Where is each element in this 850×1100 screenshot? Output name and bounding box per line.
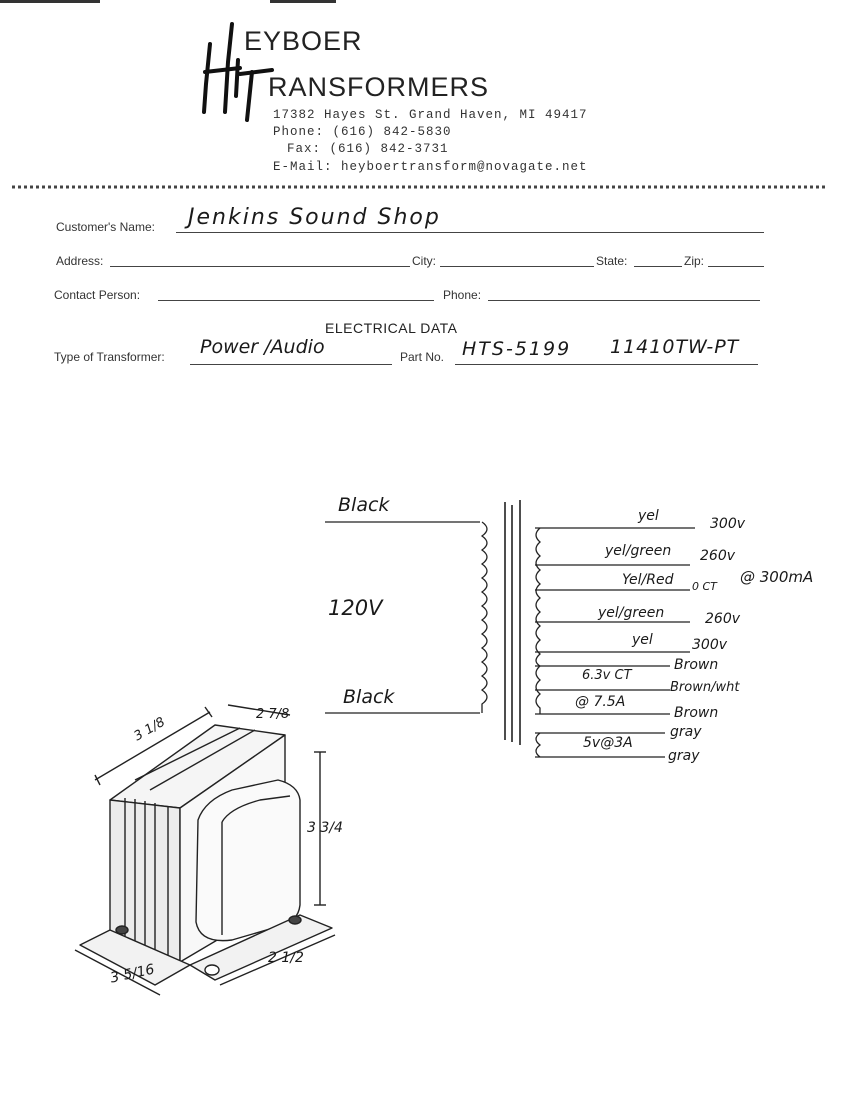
hv-260v-top: 260v [700, 548, 736, 564]
state-label: State: [596, 254, 628, 268]
company-email: E-Mail: heyboertransform@novagate.net [273, 160, 588, 174]
company-name-line1: EYBOER [244, 26, 363, 56]
filament-gray-top: gray [670, 724, 702, 740]
contact-person-label: Contact Person: [54, 288, 141, 302]
filament-5v-label: 5v@3A [583, 735, 633, 751]
transformer-type-label: Type of Transformer: [54, 350, 165, 364]
primary-top-lead: Black [338, 494, 390, 516]
filament-63v-label: 6.3v CT [582, 668, 632, 683]
transformer-schematic [325, 500, 695, 757]
company-phone: Phone: (616) 842-5830 [273, 125, 452, 139]
filament-63v-current: @ 7.5A [575, 694, 626, 710]
filament-brown-top: Brown [674, 657, 719, 673]
hv-current-rating: @ 300mA [740, 568, 814, 586]
primary-voltage: 120V [328, 596, 383, 620]
customer-name-value[interactable]: Jenkins Sound Shop [188, 205, 441, 230]
part-number-value[interactable]: HTS-5199 [462, 338, 572, 360]
customer-name-label: Customer's Name: [56, 220, 155, 234]
dimension-base-width: 3 5/16 [108, 961, 156, 987]
hv-300v-bottom: 300v [692, 637, 728, 653]
company-name-line2: RANSFORMERS [268, 72, 490, 102]
phone-line[interactable] [488, 300, 760, 301]
transformer-type-line [190, 364, 392, 365]
part-number-value-alt[interactable]: 11410TW-PT [610, 336, 740, 358]
zip-line[interactable] [708, 266, 764, 267]
state-line[interactable] [634, 266, 682, 267]
dimension-base-depth: 2 1/2 [268, 950, 304, 966]
customer-name-line [176, 232, 764, 233]
address-label: Address: [56, 254, 104, 268]
company-fax: Fax: (616) 842-3731 [287, 142, 449, 156]
primary-coil [482, 522, 487, 713]
electrical-data-heading: ELECTRICAL DATA [325, 320, 458, 336]
hv-yelred-ct: Yel/Red [622, 572, 674, 588]
filament-gray-bottom: gray [668, 748, 700, 764]
dimension-height: 3 3/4 [307, 820, 343, 836]
transformer-type-value[interactable]: Power /Audio [200, 336, 325, 358]
contact-person-line[interactable] [158, 300, 434, 301]
dimension-depth-top: 2 7/8 [256, 707, 290, 722]
hv-yel-bottom: yel [632, 632, 653, 648]
company-address: 17382 Hayes St. Grand Haven, MI 49417 [273, 108, 588, 122]
phone-label: Phone: [443, 288, 482, 302]
hv-secondary-coil [536, 528, 540, 666]
city-label: City: [412, 254, 436, 268]
part-number-line [455, 364, 758, 365]
hv-yel-top: yel [638, 508, 659, 524]
filament-brown-bottom: Brown [674, 705, 719, 721]
part-number-label: Part No. [400, 350, 445, 364]
hv-yelgreen-bottom: yel/green [598, 605, 665, 621]
hv-300v-top: 300v [710, 516, 746, 532]
hv-260v-bottom: 260v [705, 611, 741, 627]
primary-bottom-lead: Black [343, 686, 395, 708]
hv-yelgreen-top: yel/green [605, 543, 672, 559]
city-line[interactable] [440, 266, 594, 267]
zip-label: Zip: [684, 254, 705, 268]
filament-5v-coil [536, 733, 540, 757]
hv-ct-label: 0 CT [692, 580, 717, 593]
filament-brown-wht: Brown/wht [670, 680, 740, 695]
dimension-width-top: 3 1/8 [131, 714, 168, 745]
address-line[interactable] [110, 266, 410, 267]
